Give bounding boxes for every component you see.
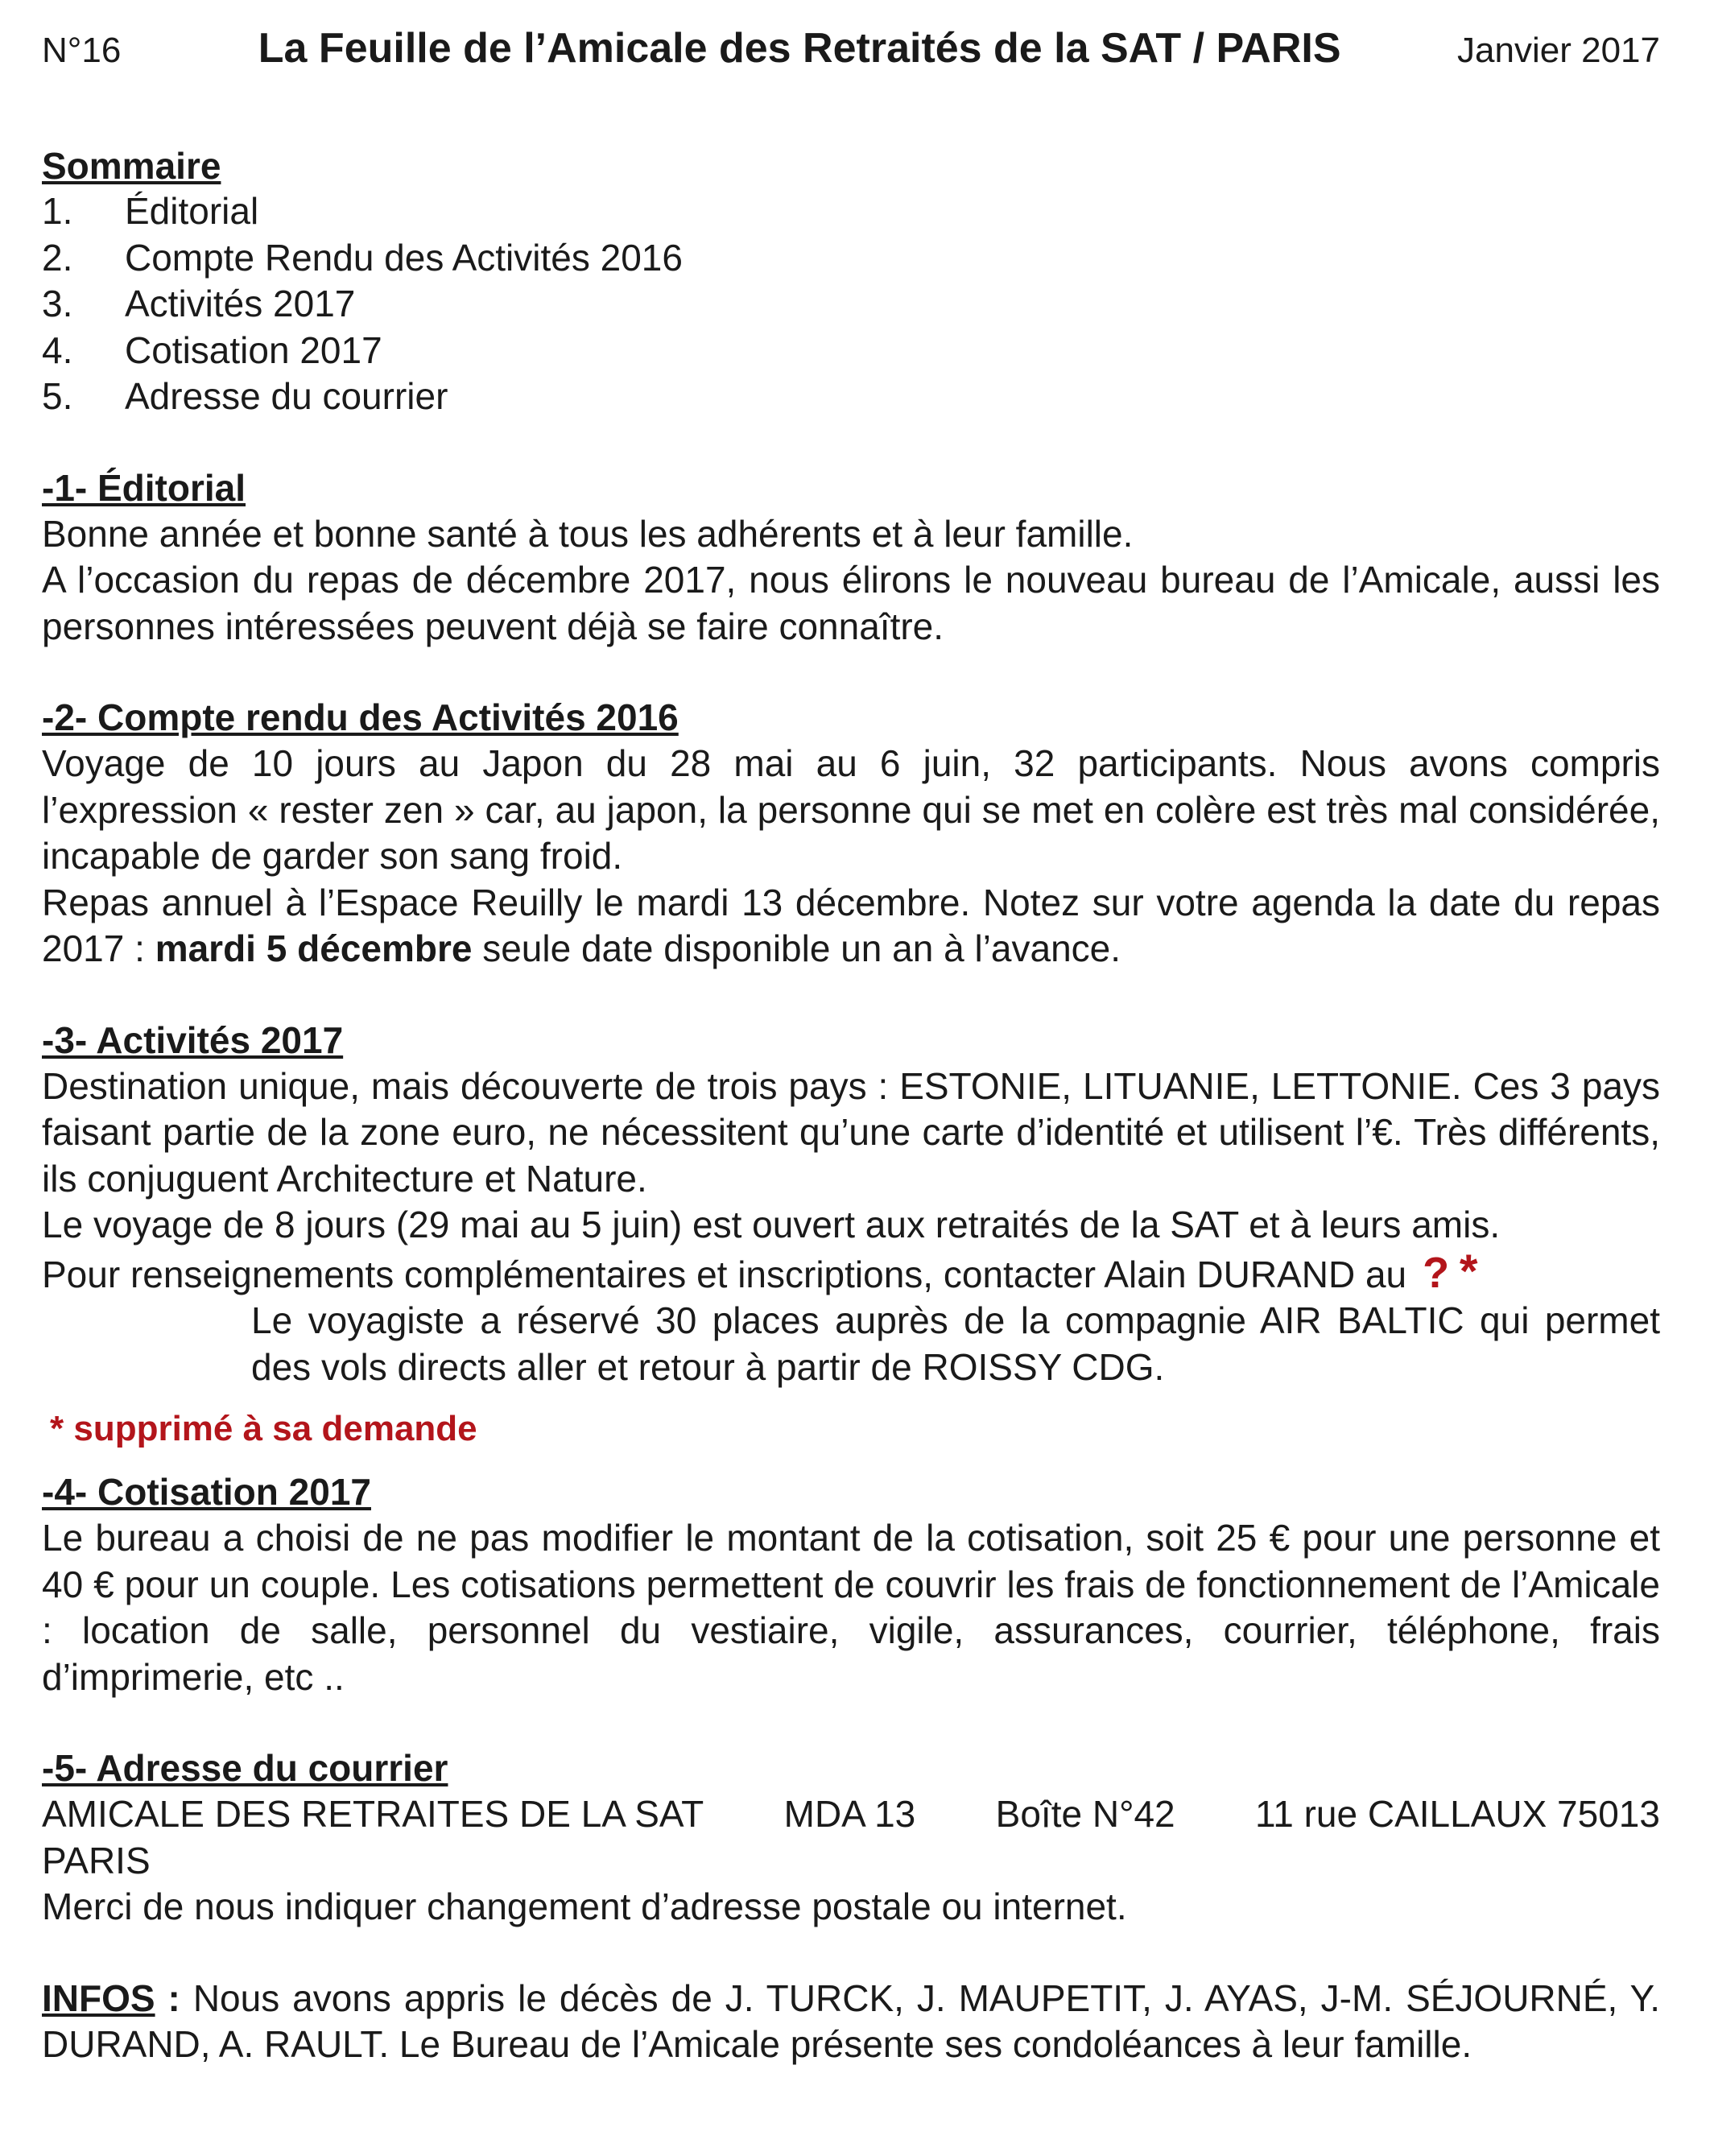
contact-text: Pour renseignements complémentaires et inscriptions, contacter Alain DURAND au	[42, 1253, 1407, 1295]
address-box: Boîte N°42	[995, 1793, 1175, 1835]
redacted-question-mark: ?	[1423, 1248, 1450, 1297]
newsletter-title: La Feuille de l’Amicale des Retraités de la SAT / PARIS	[258, 25, 1341, 72]
compte-rendu-p2-start: Repas annuel à l’Espace Reuilly le mardi 13 décembre. Notez sur votre agenda la date du repas 2017 :	[42, 881, 1660, 969]
toc-item-label: Adresse du courrier	[125, 375, 448, 417]
toc-item	[42, 374, 1660, 420]
activites-paragraph-3	[42, 1245, 1660, 1299]
adresse-heading: -5- Adresse du courrier	[42, 1747, 448, 1789]
infos-section	[42, 1976, 1660, 2068]
activites-heading: -3- Activités 2017	[42, 1018, 344, 1061]
toc-item-number: 1.	[42, 190, 73, 232]
toc-item-number: 3.	[42, 283, 73, 324]
infos-separator: :	[155, 1976, 193, 2019]
header	[42, 24, 1660, 89]
toc-item-label: Cotisation 2017	[125, 328, 382, 371]
toc-item-label: Éditorial	[125, 190, 259, 232]
toc-item-number: 5.	[42, 375, 73, 417]
compte-rendu-section	[42, 695, 1660, 973]
toc-item-number: 2.	[42, 236, 73, 279]
sommaire-section	[42, 143, 1660, 420]
toc-item	[42, 235, 1660, 282]
compte-rendu-paragraph-1: Voyage de 10 jours au Japon du 28 mai au 6 juin, 32 participants. Nous avons compris l’expression « rester zen » car, au japon, la personne qui se met en colère est très mal considérée, incapable de garder son sang froid.	[42, 742, 1660, 877]
editorial-line-2: A l’occasion du repas de décembre 2017, nous élirons le nouveau bureau de l’Amicale, aussi les personnes intéressées peuvent déjà se faire connaître.	[42, 559, 1660, 647]
issue-number: N°16	[42, 31, 122, 70]
editorial-line-1: Bonne année et bonne santé à tous les adhérents et à leur famille.	[42, 512, 1134, 555]
address-city: PARIS	[42, 1839, 151, 1881]
adresse-section	[42, 1745, 1660, 1931]
address-mda: MDA 13	[783, 1793, 916, 1835]
toc-item-label: Activités 2017	[125, 283, 356, 324]
cotisation-paragraph: Le bureau a choisi de ne pas modifier le montant de la cotisation, soit 25 € pour une personne et 40 € pour un couple. Les cotisations permettent de couvrir les frais de fonctionnement de l’Amicale : location de salle, personnel du vestiaire, vigile, assurances, courrier, téléphone, frais d’imprimerie, etc ..	[42, 1517, 1660, 1698]
toc-item-number: 4.	[42, 328, 73, 371]
toc-item-label: Compte Rendu des Activités 2016	[125, 236, 683, 279]
activites-section	[42, 1018, 1660, 1452]
address-org: AMICALE DES RETRAITES DE LA SAT	[42, 1793, 704, 1835]
issue-date: Janvier 2017	[1457, 31, 1660, 70]
redaction-note: * supprimé à sa demande	[50, 1409, 477, 1448]
editorial-heading: -1- Éditorial	[42, 466, 246, 509]
infos-paragraph	[42, 1976, 1660, 2068]
cotisation-section	[42, 1469, 1660, 1700]
adresse-note: Merci de nous indiquer changement d’adresse postale ou internet.	[42, 1885, 1127, 1927]
toc-item	[42, 188, 1660, 235]
dinner-date-highlight: mardi 5 décembre	[155, 927, 473, 969]
redacted-asterisk: *	[1459, 1245, 1478, 1298]
infos-label: INFOS	[42, 1976, 155, 2019]
table-of-contents	[42, 188, 1660, 420]
compte-rendu-paragraph-2	[42, 880, 1660, 973]
address-line	[42, 1791, 1660, 1838]
cotisation-heading: -4- Cotisation 2017	[42, 1471, 371, 1513]
compte-rendu-p2-end: seule date disponible un an à l’avance.	[472, 927, 1121, 969]
activites-paragraph-4: Le voyagiste a réservé 30 places auprès de la compagnie AIR BALTIC qui permet des vols directs aller et retour à partir de ROISSY CDG.	[251, 1299, 1660, 1388]
activites-paragraph-1: Destination unique, mais découverte de trois pays : ESTONIE, LITUANIE, LETTONIE. Ces 3 pays faisant partie de la zone euro, ne nécessitent qu’une carte d’identité et utilisent l’€. Très différents, ils conjuguent Architecture et Nature.	[42, 1064, 1660, 1200]
compte-rendu-heading: -2- Compte rendu des Activités 2016	[42, 696, 679, 738]
address-street: 11 rue CAILLAUX 75013	[1255, 1793, 1660, 1835]
sommaire-heading: Sommaire	[42, 145, 221, 187]
toc-item	[42, 281, 1660, 328]
infos-text: Nous avons appris le décès de J. TURCK, J. MAUPETIT, J. AYAS, J-M. SÉJOURNÉ, Y. DURAND, A. RAULT. Le Bureau de l’Amicale présente ses condoléances à leur famille.	[42, 1976, 1660, 2065]
activites-paragraph-2: Le voyage de 8 jours (29 mai au 5 juin) est ouvert aux retraités de la SAT et à leurs amis.	[42, 1204, 1501, 1245]
editorial-section	[42, 465, 1660, 651]
toc-item	[42, 328, 1660, 374]
newsletter-page	[42, 24, 1660, 2068]
